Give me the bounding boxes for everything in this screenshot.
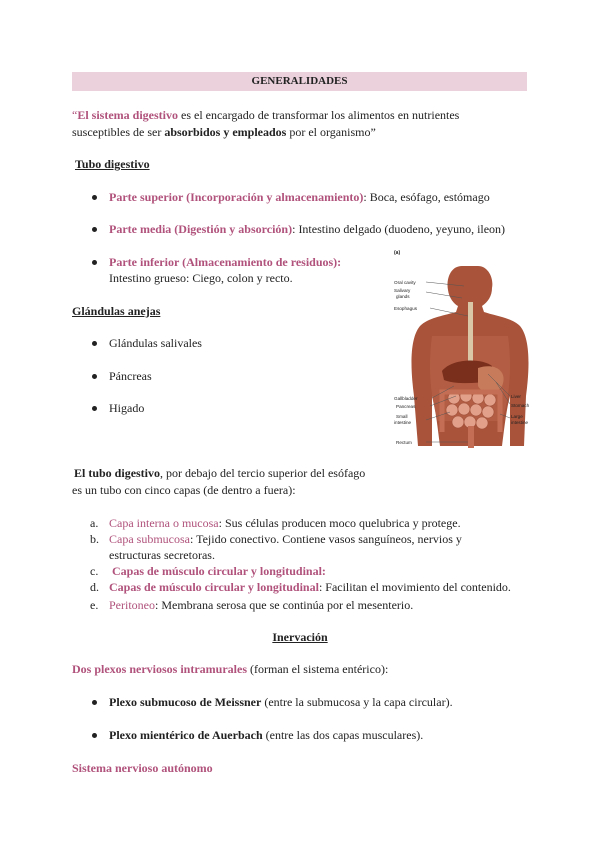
part-text: Intestino delgado (duodeno, yeyuno, ileon) <box>298 222 506 236</box>
intro-emphasis: absorbidos y empleados <box>164 125 287 139</box>
capa-label: Capas de músculo circular y longitudinal: <box>112 564 326 578</box>
anatomy-illustration <box>392 246 540 456</box>
bullet-icon <box>92 406 97 411</box>
capas-intro-text: , por debajo del tercio superior del esófago <box>160 466 366 480</box>
tubo-part-inferior-label: Parte inferior (Almacenamiento de residuos): <box>109 255 342 269</box>
capa-text: : Tejido conectivo. Contiene vasos sanguíneos, nervios y <box>189 532 462 546</box>
tubo-heading: Tubo digestivo <box>75 157 150 171</box>
figure-label: intestine <box>511 420 529 425</box>
tubo-part-media <box>109 221 505 237</box>
autonomo-heading: Sistema nervioso autónomo <box>72 761 213 775</box>
capa-text: : Sus células producen moco quelubrica y protege. <box>218 516 461 530</box>
plexos-intro <box>72 661 388 677</box>
intro-text-2: susceptibles de ser <box>72 125 165 139</box>
intro-line-2 <box>72 124 376 140</box>
plexo-text: (entre las dos capas musculares). <box>262 728 424 742</box>
glandula-item: Higado <box>109 401 145 415</box>
inervacion-heading: Inervación <box>272 630 328 644</box>
capa-item <box>109 531 462 547</box>
figure-label: intestine <box>394 420 412 425</box>
intro-text-1: es el encargado de transformar los alimentos en nutrientes <box>178 108 460 122</box>
plexo-text: (entre la submucosa y la capa circular). <box>261 695 453 709</box>
figure-label: Salivary <box>394 288 411 293</box>
capa-label: Capas de músculo circular y longitudinal <box>109 580 319 594</box>
plexos-label: Dos plexos nerviosos intramurales <box>72 662 247 676</box>
part-label: Parte superior (Incorporación y almacenamiento) <box>109 190 364 204</box>
part-label: Parte media (Digestión y absorción) <box>109 222 293 236</box>
capa-label: Capa submucosa <box>109 532 190 546</box>
figure-panel-label: (a) <box>394 250 401 256</box>
tubo-part-inferior-text: Intestino grueso: Ciego, colon y recto. <box>109 271 293 285</box>
part-sep: : <box>363 190 370 204</box>
list-letter: d. <box>90 580 99 594</box>
bullet-icon <box>92 260 97 265</box>
bullet-icon <box>92 341 97 346</box>
figure-label: Oral cavity <box>394 280 416 285</box>
list-letter: b. <box>90 532 99 546</box>
tubo-part-superior <box>109 189 490 205</box>
capas-intro-line-1 <box>74 465 365 481</box>
plexo-item <box>109 694 453 710</box>
figure-label: Esophagus <box>394 306 417 311</box>
figure-label: Small <box>396 414 408 419</box>
glandula-item: Páncreas <box>109 369 152 383</box>
capa-item <box>112 563 326 579</box>
capa-text: : Membrana serosa que se continúa por el mesenterio. <box>155 598 414 612</box>
list-letter: c. <box>90 564 99 578</box>
bullet-icon <box>92 374 97 379</box>
capa-label: Capa interna o mucosa <box>109 516 219 530</box>
glandulas-heading: Glándulas anejas <box>72 304 161 318</box>
section-title: GENERALIDADES <box>72 72 527 91</box>
figure-label: Rectum <box>396 440 412 445</box>
bullet-icon <box>92 227 97 232</box>
figure-label: glands <box>396 294 410 299</box>
intro-text-3: por el organismo” <box>286 125 376 139</box>
intro-line-1 <box>72 107 459 123</box>
digestive-system-figure <box>392 246 540 456</box>
figure-label: Large <box>511 414 523 419</box>
bullet-icon <box>92 733 97 738</box>
figure-label: Gallbladder <box>394 396 418 401</box>
capa-text-continued: estructuras secretoras. <box>109 548 215 562</box>
part-sep: : <box>292 222 299 236</box>
quote-open: “ <box>72 108 78 122</box>
plexos-text: (forman el sistema entérico): <box>247 662 389 676</box>
plexo-name: Plexo mientérico de Auerbach <box>109 728 263 742</box>
bullet-icon <box>92 700 97 705</box>
list-letter: a. <box>90 516 99 530</box>
plexo-name: Plexo submucoso de Meissner <box>109 695 262 709</box>
plexo-item <box>109 727 423 743</box>
capas-intro-line-2: es un tubo con cinco capas (de dentro a fuera): <box>72 483 296 497</box>
part-text: Boca, esófago, estómago <box>369 190 490 204</box>
capas-intro-bold: El tubo digestivo <box>74 466 161 480</box>
figure-label: Stomach <box>511 403 530 408</box>
capa-item <box>109 579 511 595</box>
figure-label: Pancreas <box>396 404 416 409</box>
bullet-icon <box>92 195 97 200</box>
intro-subject: El sistema digestivo <box>77 108 178 122</box>
glandula-item: Glándulas salivales <box>109 336 202 350</box>
capa-item <box>109 515 461 531</box>
list-letter: e. <box>90 598 99 612</box>
figure-label: Liver <box>511 394 521 399</box>
capa-text: : Facilitan el movimiento del contenido. <box>318 580 511 594</box>
capa-label: Peritoneo <box>109 598 155 612</box>
capa-item <box>109 597 413 613</box>
